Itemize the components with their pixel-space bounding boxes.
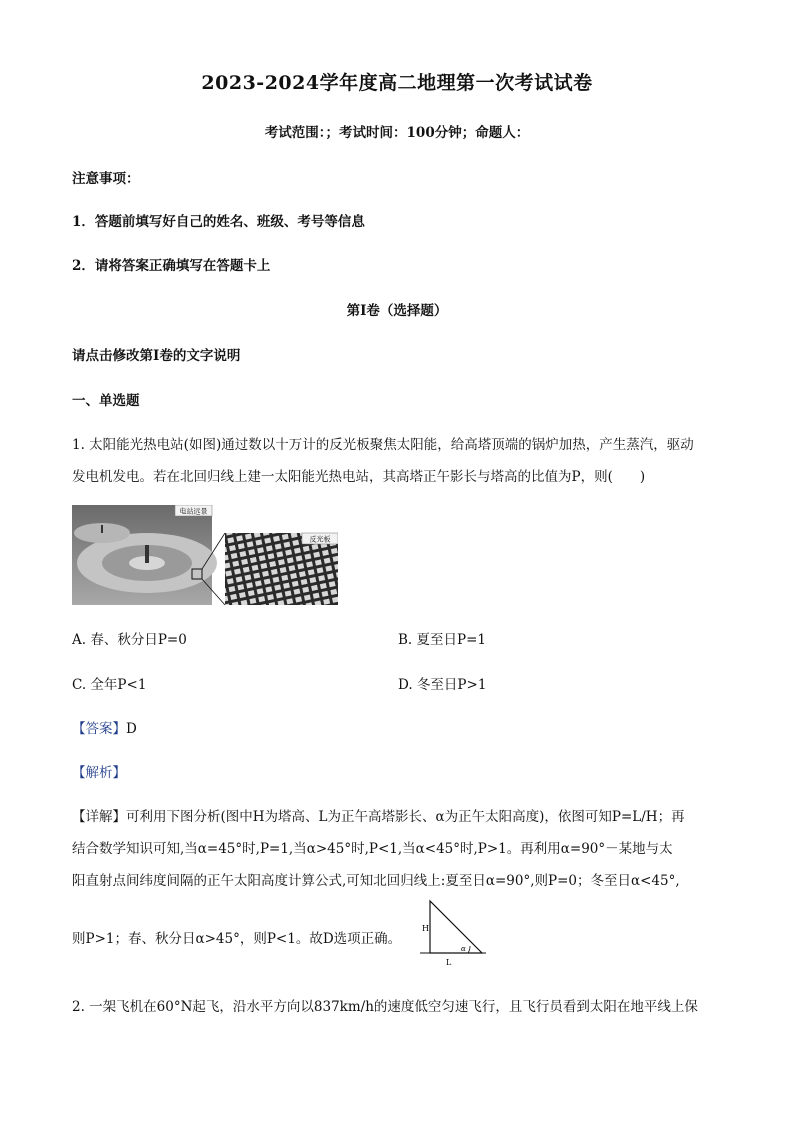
detail-line: 阳直射点间纬度间隔的正午太阳高度计算公式,可知北回归线上:夏至日α=90°,则P=0；冬至日α<45°, [72, 873, 680, 889]
detail-line: 结合数学知识可知,当α=45°时,P=1,当α>45°时,P<1,当α<45°时,P>1。再利用α=90°－某地与太 [72, 841, 673, 857]
angle-arc [468, 946, 470, 953]
answer-value: D [126, 721, 137, 737]
detail-line: 则P>1；春、秋分日α>45°，则P<1。故D选项正确。 [72, 931, 402, 947]
label-h: H [422, 924, 429, 933]
option-d: D. 冬至日P>1 [398, 677, 487, 693]
detail-tag: 【详解】 [72, 809, 126, 825]
question-1-stem-cont: 发电机发电。若在北回归线上建一太阳能光热电站，其高塔正午影长与塔高的比值为P，则( ) [72, 469, 646, 485]
figure-label-far: 电站远景 [179, 507, 208, 516]
analysis-tag: 【解析】 [72, 765, 126, 781]
notice-item: 2．请将答案正确填写在答题卡上 [72, 258, 271, 274]
exam-info: 考试范围：；考试时间：100分钟；命题人： [264, 125, 530, 141]
figure-label-reflector: 反光板 [309, 535, 331, 544]
label-alpha: α [461, 945, 466, 953]
question-1-stem: 1. 太阳能光热电站(如图)通过数以十万计的反光板聚焦太阳能，给高塔顶端的锅炉加热，产生蒸汽，驱动 [72, 437, 694, 453]
volume-title: 第I卷（选择题） [346, 303, 448, 319]
answer-tag: 【答案】 [72, 721, 126, 737]
answer-line [72, 717, 137, 737]
page-title: 2023-2024学年度高二地理第一次考试试卷 [201, 72, 593, 94]
label-l: L [446, 958, 452, 967]
reflector-panels-view [225, 533, 338, 605]
notice-item: 1．答题前填写好自己的姓名、班级、考号等信息 [72, 214, 365, 230]
option-a: A. 春、秋分日P=0 [72, 632, 187, 648]
volume-note: 请点击修改第I卷的文字说明 [72, 348, 241, 364]
plant-far-view [72, 505, 217, 605]
detail-line: 【详解】可利用下图分析(图中H为塔高、L为正午高塔影长、α为正午太阳高度)，依图可知P=L/H；再 [72, 809, 685, 825]
solar-plant-figure [72, 505, 338, 607]
triangle-shape [430, 901, 482, 953]
option-b: B. 夏至日P=1 [398, 632, 486, 648]
notice-heading: 注意事项： [72, 171, 140, 187]
question-2-stem: 2. 一架飞机在60°N起飞，沿水平方向以837km/h的速度低空匀速飞行，且飞行员看到太阳在地平线上保 [72, 999, 698, 1015]
part-title: 一、单选题 [72, 393, 140, 409]
tower-shadow-diagram [418, 895, 488, 967]
option-c: C. 全年P<1 [72, 677, 147, 693]
